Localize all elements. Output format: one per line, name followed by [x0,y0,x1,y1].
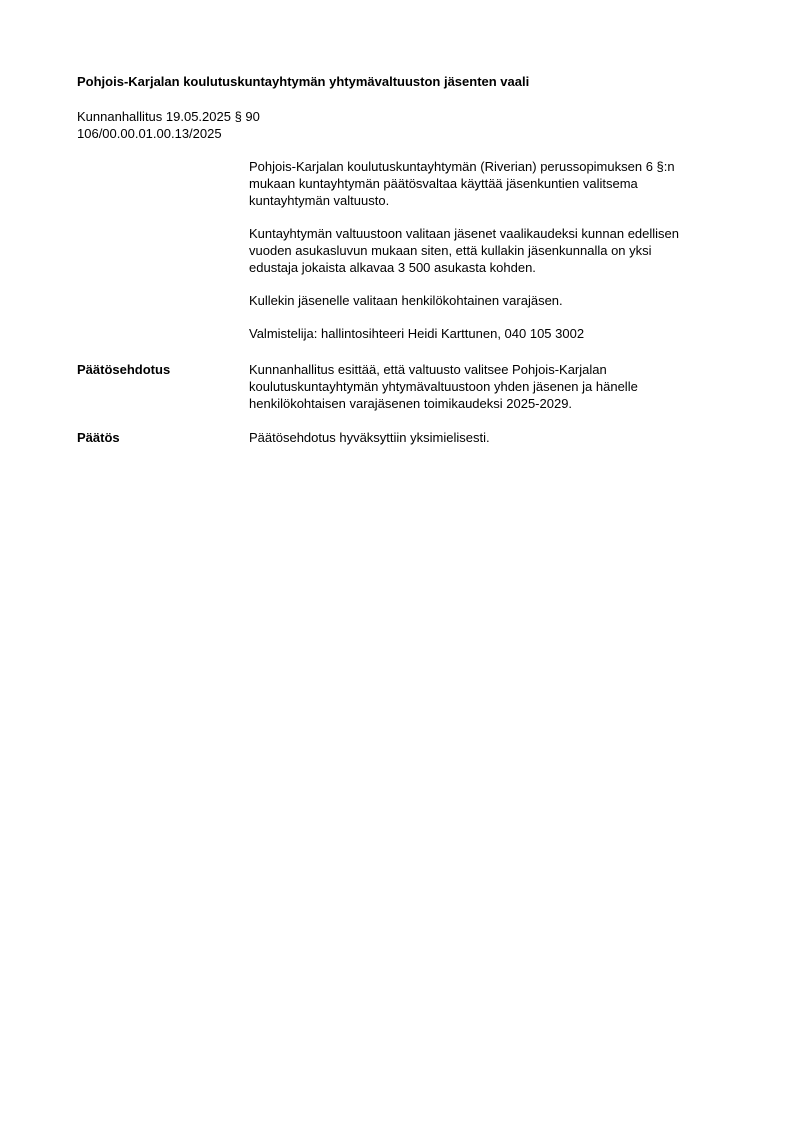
paragraph-line: kuntayhtymän valtuusto. [249,193,390,208]
paragraph-line: Pohjois-Karjalan koulutuskuntayhtymän (Riverian) perussopimuksen 6 §:n [249,159,675,174]
paragraph-deputy [249,292,739,309]
proposal-line: henkilökohtaisen varajäsenen toimikaudeksi 2025-2029. [249,396,573,411]
proposal-label: Päätösehdotus [77,362,171,377]
meeting-reference: Kunnanhallitus 19.05.2025 § 90 [77,109,260,124]
paragraph-line: mukaan kuntayhtymän päätösvaltaa käyttää jäsenkuntien valitsema [249,176,638,191]
proposal-line: koulutuskuntayhtymän yhtymävaltuustoon yhden jäsenen ja hänelle [249,379,638,394]
paragraph-line: Kullekin jäsenelle valitaan henkilökohtainen varajäsen. [249,293,563,308]
record-id: 106/00.00.01.00.13/2025 [77,126,222,141]
decision-text [249,429,739,446]
meeting-meta [77,108,260,142]
paragraph-line: Valmistelija: hallintosihteeri Heidi Karttunen, 040 105 3002 [249,326,585,341]
background-text [249,158,739,358]
decision-line: Päätösehdotus hyväksyttiin yksimielisesti. [249,430,490,445]
paragraph-line: Kuntayhtymän valtuustoon valitaan jäsenet vaalikaudeksi kunnan edellisen [249,226,680,241]
paragraph-election-rule [249,225,739,276]
paragraph-basis [249,158,739,209]
decision-label: Päätös [77,430,120,445]
proposal-line: Kunnanhallitus esittää, että valtuusto valitsee Pohjois-Karjalan [249,362,607,377]
paragraph-line: edustaja jokaista alkavaa 3 500 asukasta kohden. [249,260,536,275]
document-title: Pohjois-Karjalan koulutuskuntayhtymän yhtymävaltuuston jäsenten vaali [77,74,530,89]
paragraph-preparer [249,325,739,342]
paragraph-line: vuoden asukasluvun mukaan siten, että kullakin jäsenkunnalla on yksi [249,243,652,258]
proposal-text [249,361,739,412]
